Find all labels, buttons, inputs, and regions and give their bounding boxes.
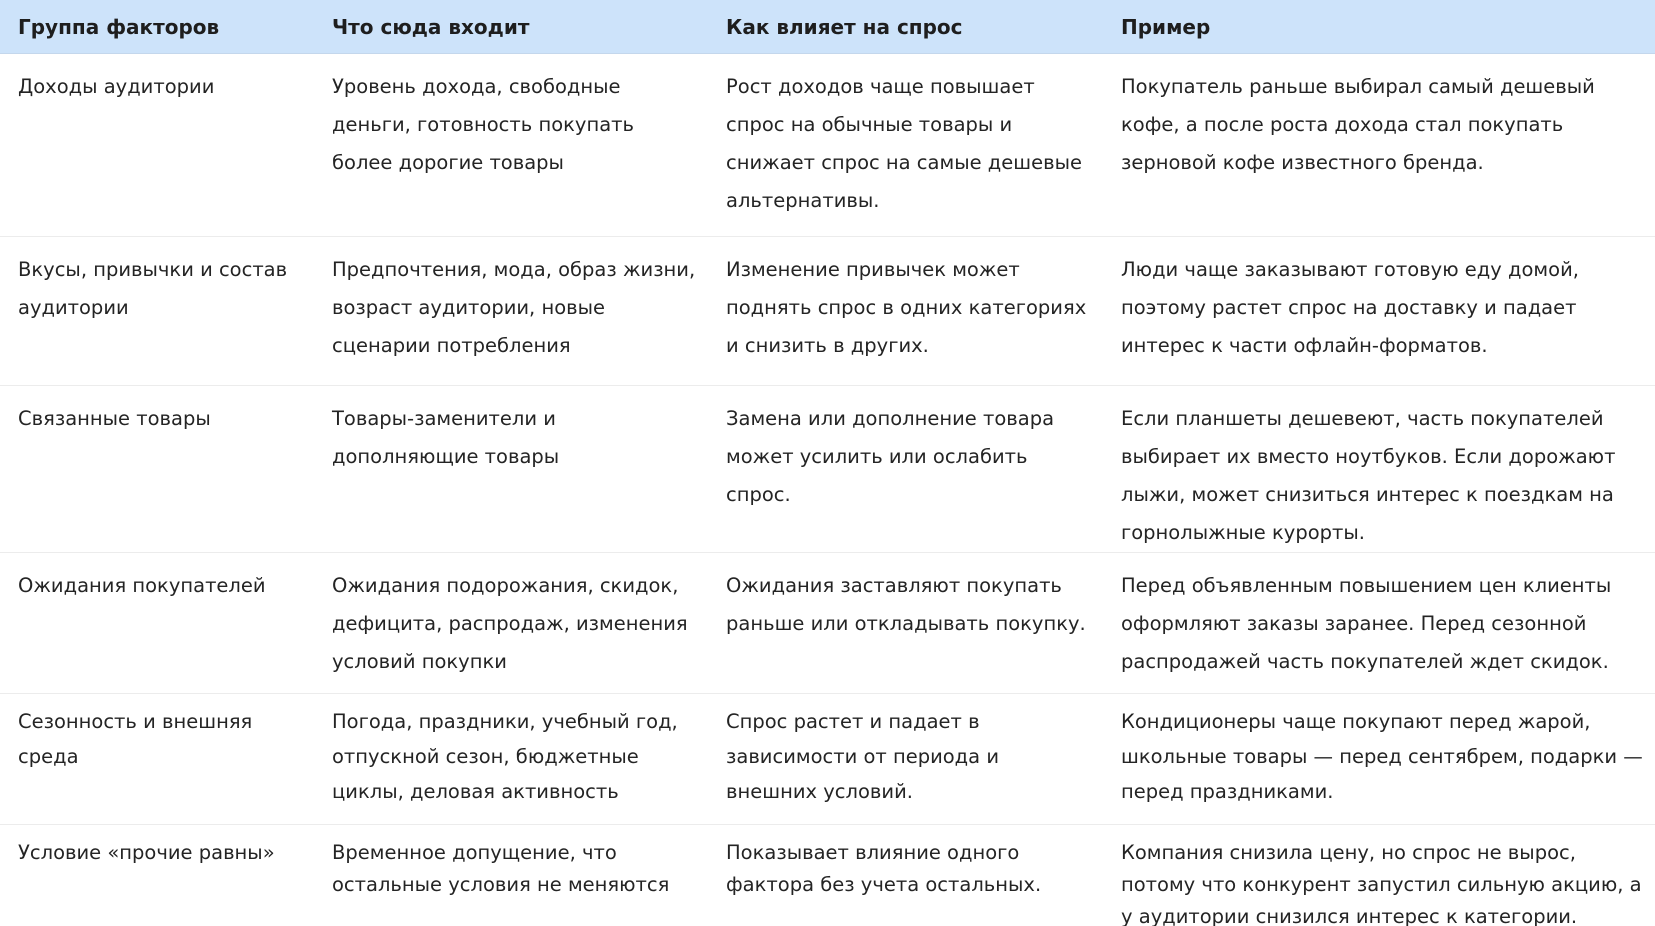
cell-factor-group: Условие «прочие равны» (18, 841, 275, 864)
cell-factor-group: Доходы аудитории (0, 54, 314, 237)
cell-factor-group: Ожидания покупателей (0, 553, 314, 694)
table-header-row (0, 0, 1655, 54)
table-row (0, 694, 1655, 825)
cell-example: Кондиционеры чаще покупают перед жарой, школьные товары — перед сентябрем, подарки — перед праздниками. (1103, 694, 1655, 825)
header-demand-effect: Как влияет на спрос (708, 0, 1103, 54)
cell-what-included: Уровень дохода, свободные деньги, готовность покупать более дорогие товары (314, 54, 708, 237)
cell-demand-effect: Замена или дополнение товара может усилить или ослабить спрос. (708, 386, 1103, 553)
table-body (0, 54, 1655, 926)
cell-example: Люди чаще заказывают готовую еду домой, поэтому растет спрос на доставку и падает интерес к части офлайн-форматов. (1103, 237, 1655, 386)
header-what-included: Что сюда входит (314, 0, 708, 54)
cell-what-included: Ожидания подорожания, скидок, дефицита, распродаж, изменения условий покупки (314, 553, 708, 694)
cell-what-included: Предпочтения, мода, образ жизни, возраст аудитории, новые сценарии потребления (314, 237, 708, 386)
cell-example: Покупатель раньше выбирал самый дешевый кофе, а после роста дохода стал покупать зерновой кофе известного бренда. (1103, 54, 1655, 237)
cell-example: Если планшеты дешевеют, часть покупателей выбирает их вместо ноутбуков. Если дорожают лыжи, может снизиться интерес к поездкам на горнолыжные курорты. (1103, 386, 1655, 553)
cell-example: Компания снизила цену, но спрос не вырос, потому что конкурент запустил сильную акцию, а у аудитории снизился интерес к категории. (1121, 841, 1642, 926)
table-header (0, 0, 1655, 54)
cell-demand-effect: Спрос растет и падает в зависимости от периода и внешних условий. (708, 694, 1103, 825)
cell-factor-group: Сезонность и внешняя среда (0, 694, 314, 825)
table-row (0, 237, 1655, 386)
cell-demand-effect: Показывает влияние одного фактора без учета остальных. (726, 841, 1042, 896)
cell-demand-effect: Изменение привычек может поднять спрос в одних категориях и снизить в других. (708, 237, 1103, 386)
cell-factor-group: Вкусы, привычки и состав аудитории (0, 237, 314, 386)
cell-what-included: Товары-заменители и дополняющие товары (314, 386, 708, 553)
header-factor-group: Группа факторов (0, 0, 314, 54)
table-row (0, 54, 1655, 237)
cell-demand-effect: Ожидания заставляют покупать раньше или откладывать покупку. (708, 553, 1103, 694)
table-row (0, 386, 1655, 553)
table-row (0, 553, 1655, 694)
cell-what-included: Временное допущение, что остальные условия не меняются (332, 841, 670, 896)
table-row (0, 825, 1655, 926)
cell-factor-group: Связанные товары (0, 386, 314, 553)
cell-demand-effect: Рост доходов чаще повышает спрос на обычные товары и снижает спрос на самые дешевые альтернативы. (708, 54, 1103, 237)
cell-example: Перед объявленным повышением цен клиенты оформляют заказы заранее. Перед сезонной распродажей часть покупателей ждет скидок. (1103, 553, 1655, 694)
cell-what-included: Погода, праздники, учебный год, отпускной сезон, бюджетные циклы, деловая активность (314, 694, 708, 825)
header-example: Пример (1103, 0, 1655, 54)
